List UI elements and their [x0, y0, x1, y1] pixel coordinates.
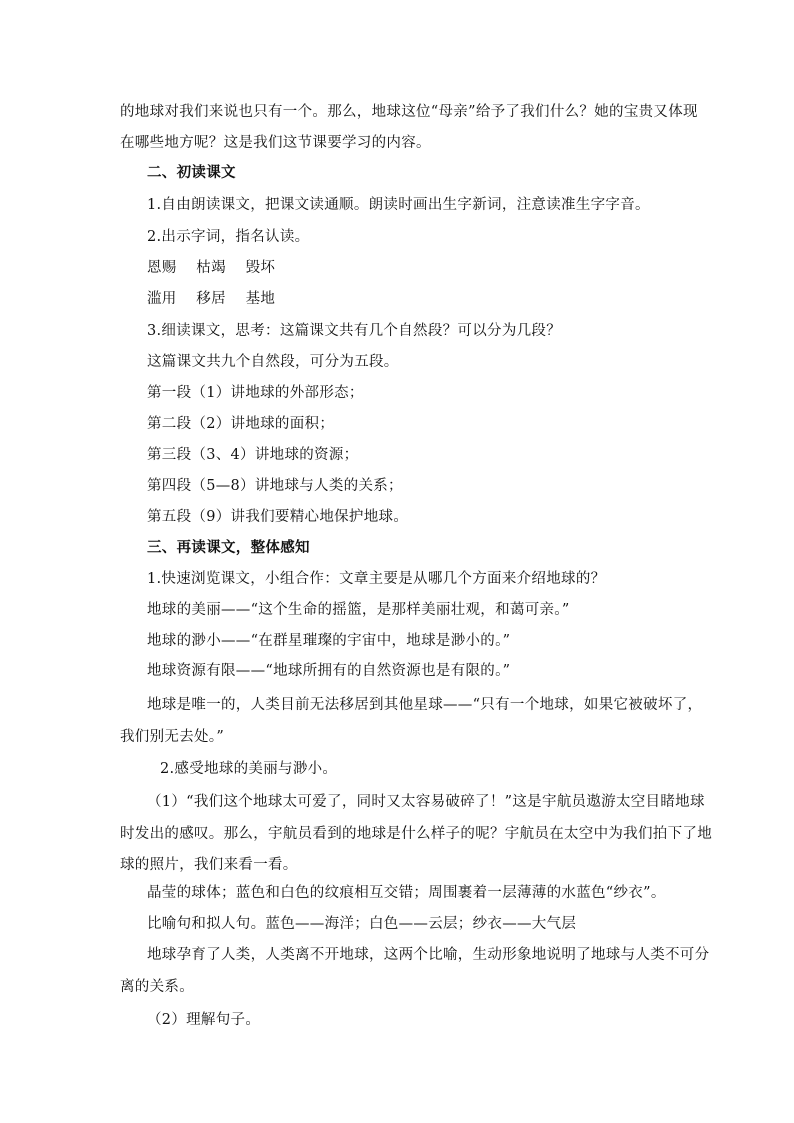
text-line: 我们别无去处。” — [120, 729, 225, 745]
text-line: 3.细读课文，思考：这篇课文共有几个自然段？可以分为几段？ — [147, 323, 562, 339]
text-line: 的地球对我们来说也只有一个。那么，地球这位“母亲”给予了我们什么？她的宝贵又体现 — [120, 104, 698, 120]
text-line: 第三段（3、4）讲地球的资源； — [147, 447, 359, 463]
text-line: 2.出示字词，指名认读。 — [147, 229, 310, 245]
text-line: 第二段（2）讲地球的面积； — [147, 416, 335, 432]
text-line: 第一段（1）讲地球的外部形态； — [147, 385, 364, 401]
section-heading: 三、再读课文，整体感知 — [147, 539, 310, 556]
text-line: 2.感受地球的美丽与渺小。 — [160, 761, 338, 777]
word-list: 滥用 移居 基地 — [147, 291, 276, 307]
text-line: 第五段（9）讲我们要精心地保护地球。 — [147, 509, 409, 525]
text-line: 时发出的感叹。那么，宇航员看到的地球是什么样子的呢？宇航员在太空中为我们拍下了地 — [120, 826, 712, 842]
text-line: 地球的美丽——“这个生命的摇篮，是那样美丽壮观，和蔼可亲。” — [147, 602, 570, 618]
text-line: 1.快速浏览课文，小组合作：文章主要是从哪几个方面来介绍地球的？ — [147, 571, 606, 587]
text-line: 离的关系。 — [120, 979, 194, 995]
section-heading: 二、初读课文 — [147, 164, 236, 181]
text-line: 1.自由朗读课文，把课文读通顺。朗读时画出生字新词，注意读准生字字音。 — [147, 197, 650, 213]
text-line: 地球孕育了人类，人类离不开地球，这两个比喻，生动形象地说明了地球与人类不可分 — [147, 947, 710, 963]
text-line: 球的照片，我们来看一看。 — [120, 857, 298, 873]
word-list: 恩赐 枯竭 毁坏 — [147, 260, 276, 276]
text-line: 第四段（5—8）讲地球与人类的关系； — [147, 478, 403, 494]
text-line: 地球是唯一的，人类目前无法移居到其他星球——“只有一个地球，如果它被破坏了， — [147, 697, 703, 713]
text-line: 地球的渺小——“在群星璀璨的宇宙中，地球是渺小的。” — [147, 633, 511, 649]
text-line: 在哪些地方呢？这是我们这节课要学习的内容。 — [120, 135, 431, 151]
text-line: （2）理解句子。 — [147, 1012, 261, 1028]
text-line: 比喻句和拟人句。蓝色——海洋；白色——云层；纱衣——大气层 — [147, 916, 577, 932]
text-line: 这篇课文共九个自然段，可分为五段。 — [147, 354, 399, 370]
text-line: （1）“我们这个地球太可爱了，同时又太容易破碎了！”这是宇航员遨游太空目睹地球 — [147, 794, 705, 810]
text-line: 晶莹的球体；蓝色和白色的纹痕相互交错；周围裹着一层薄薄的水蓝色“纱衣”。 — [147, 885, 666, 901]
text-line: 地球资源有限——“地球所拥有的自然资源也是有限的。” — [147, 663, 511, 679]
